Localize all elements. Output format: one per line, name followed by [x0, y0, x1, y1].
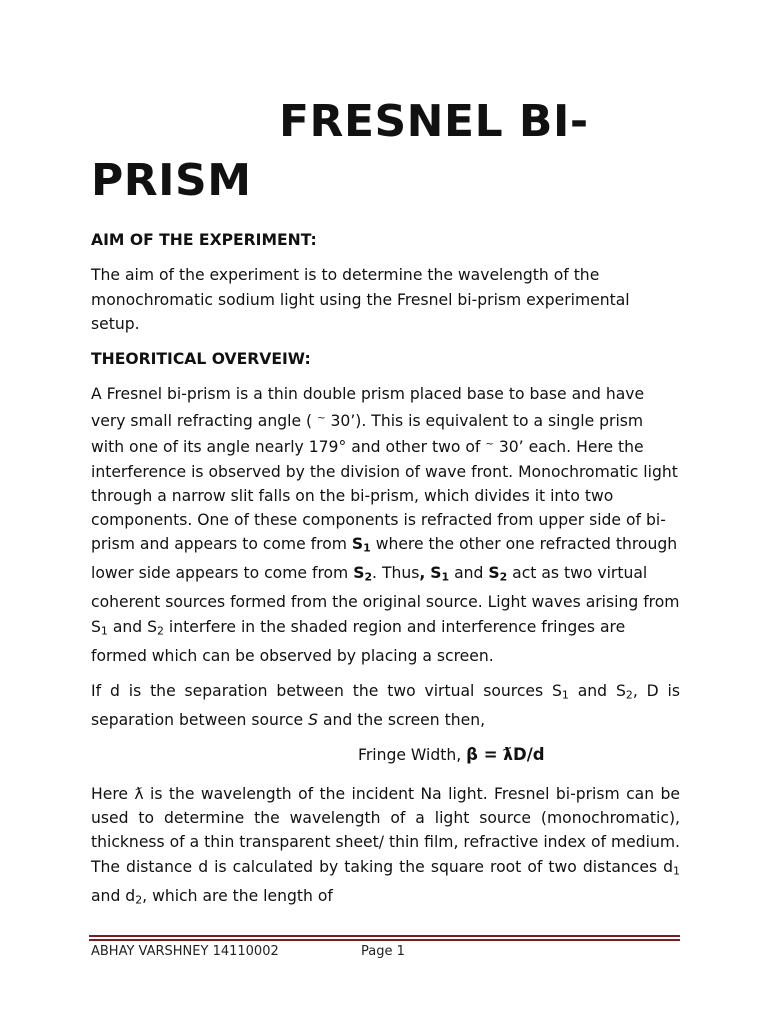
overview-paragraph [91, 382, 680, 668]
formula-equation: β = ƛD/d [466, 745, 545, 765]
subscript-1: 1 [673, 864, 680, 878]
subscript-1: 1 [100, 624, 108, 638]
footer-rule [89, 935, 680, 942]
footer-page-number: Page 1 [361, 944, 405, 959]
source-s1: $S_1$ [430, 564, 450, 585]
overview-text-8: and S [107, 617, 158, 636]
subscript-2: 2 [135, 893, 143, 907]
approx-symbol: ~ [317, 412, 326, 424]
document-body [91, 228, 680, 924]
overview-text-5: . Thus [372, 564, 420, 583]
wavelength-text-2: and d [91, 886, 136, 905]
aim-paragraph: The aim of the experiment is to determine the wavelength of the monochromatic sodium light using the Fresnel bi-prism experimental setup. [91, 266, 630, 333]
separation-text-4: and the screen then, [318, 711, 486, 730]
overview-heading: THEORITICAL OVERVEIW: [91, 350, 311, 369]
aim-heading: AIM OF THE EXPERIMENT: [91, 231, 317, 249]
source-s2: $S_2$ [353, 564, 373, 585]
wavelength-paragraph [91, 782, 680, 913]
page-title: FRESNEL BI-PRISM [91, 96, 589, 206]
wavelength-text-1: Here ƛ is the wavelength of the incident Na light. Fresnel bi-prism can be used to determine the wavelength of a light source (monochromatic), thickness of a thin transparent sheet/ thin film, refractive index of medium. The distance d is calculated by taking the square root of two distances d [91, 784, 680, 876]
overview-text-9: interfere in the shaded region and interference fringes are formed which can be observed by placing a screen. [91, 617, 626, 665]
footer-author: ABHAY VARSHNEY 14110002 [91, 944, 279, 959]
source-s2: $S_2$ [488, 564, 508, 585]
separation-text-3: , D is separation between source [91, 682, 680, 730]
subscript-2: 2 [157, 624, 164, 638]
wavelength-text-3: , which are the length of [142, 886, 333, 905]
overview-text-7: act as two virtual coherent sources formed from the original source. Light waves arising from S [91, 564, 680, 636]
separation-text-2: and S [568, 682, 626, 701]
overview-text-3: 30’ each. Here the interference is observed by the division of wave front. Monochromatic light through a narrow slit falls on the bi-prism, which divides it into two components. One of these components is refracted from upper side of bi-prism and appears to come from [91, 438, 678, 554]
overview-text-2: 30’). This is equivalent to a single prism with one of its angle nearly 179° and other two of [91, 411, 644, 457]
overview-text-6: and [449, 564, 489, 583]
approx-symbol: ~ [485, 439, 494, 451]
overview-text-4: where the other one refracted through lower side appears to come from [91, 535, 678, 583]
overview-text-1: A Fresnel bi-prism is a thin double prism placed base to base and have very small refracting angle ( [91, 385, 645, 430]
separation-text-1: If d is the separation between the two virtual sources S [91, 682, 562, 701]
source-s1: $S_1$ [351, 535, 371, 556]
formula-label: Fringe Width, [358, 746, 467, 765]
subscript-2: 2 [625, 688, 633, 702]
separation-paragraph [91, 679, 680, 732]
footer-rule-line [89, 935, 680, 937]
footer-rule-line [89, 939, 680, 941]
source-s-italic: S [308, 711, 319, 730]
subscript-1: 1 [561, 688, 569, 702]
fringe-width-formula [91, 743, 680, 767]
bold-comma: , [419, 564, 426, 583]
